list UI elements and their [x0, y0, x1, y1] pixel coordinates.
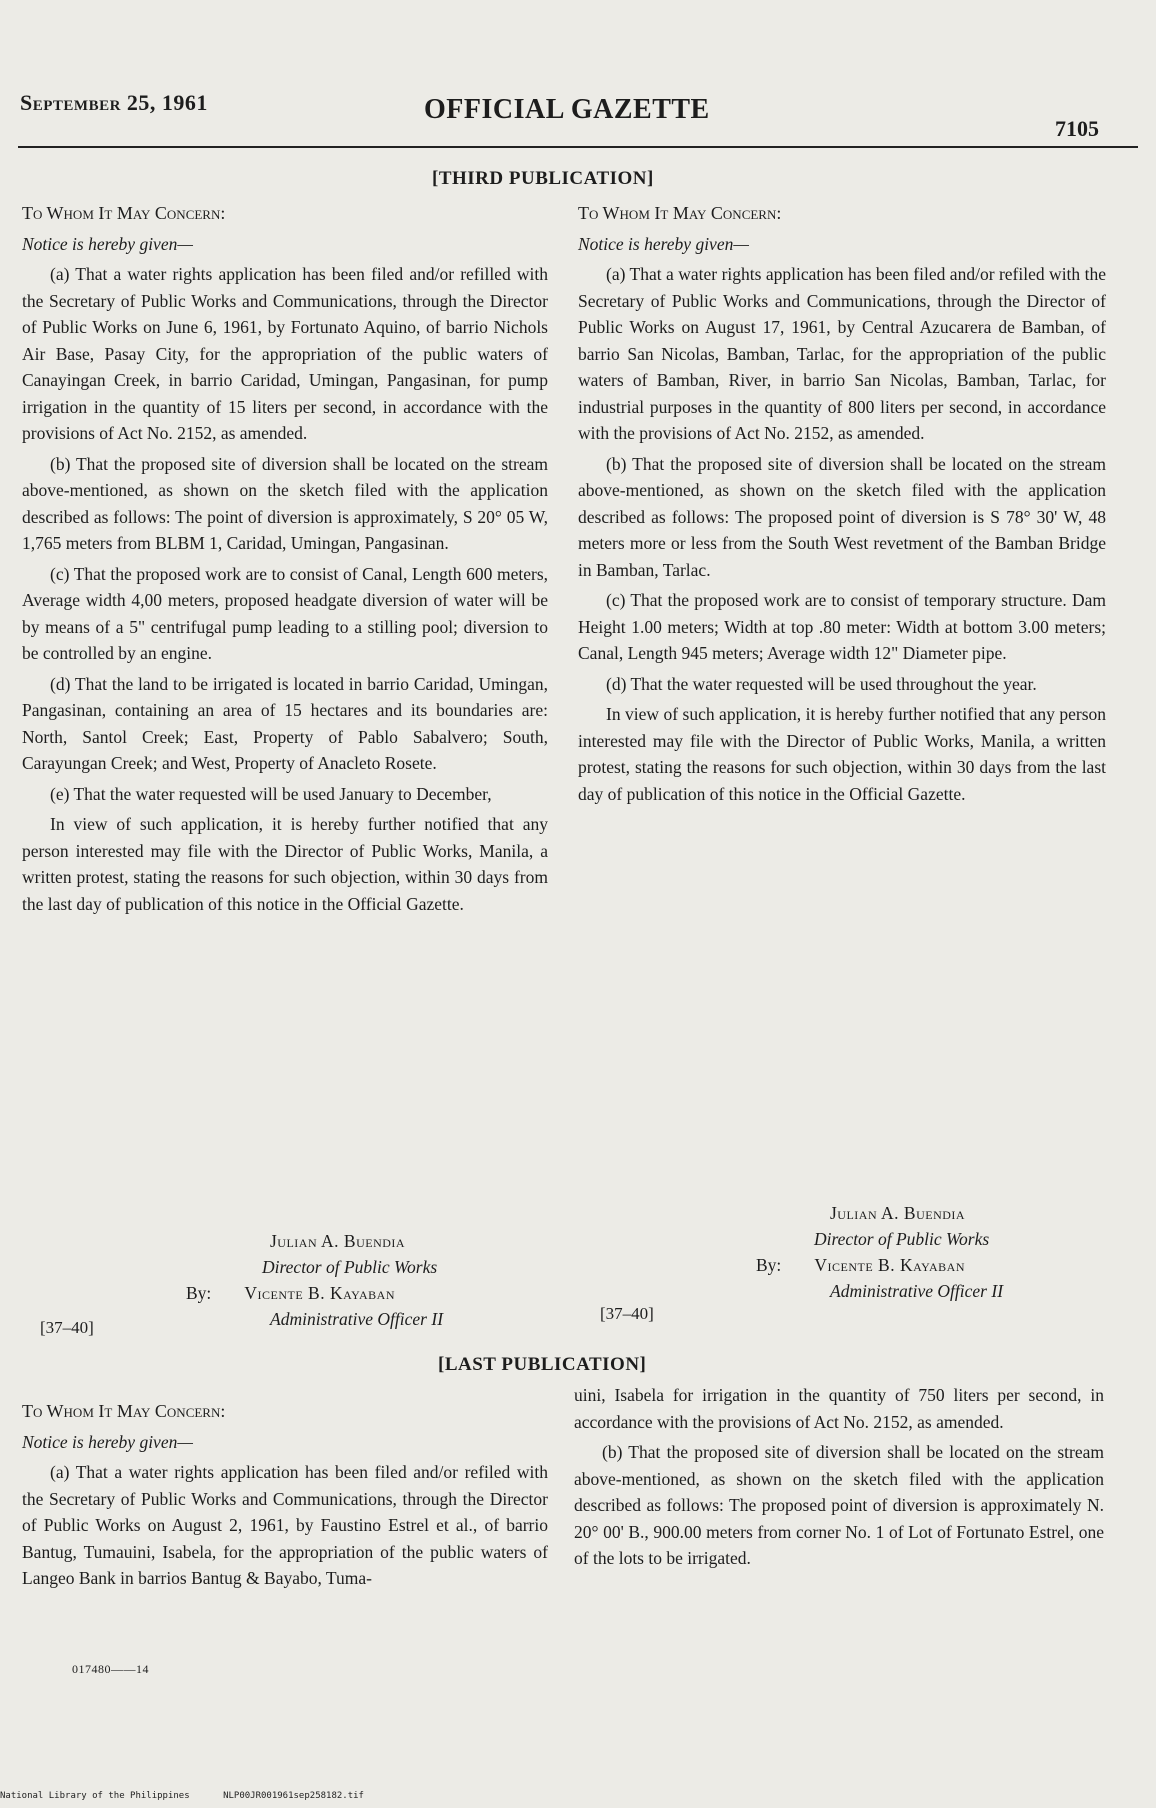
by-name: Vicente B. Kayaban: [814, 1255, 966, 1275]
notice-right-last: [574, 1382, 1104, 1576]
signer-title: Director of Public Works: [262, 1257, 438, 1277]
paragraph-c: (c) That the proposed work are to consist of Canal, Length 600 meters, Average width 4,00 meters, proposed headgate diversion of water will be by means of a 5" centrifugal pump leading to a stilling pool; diversion to be controlled by an engine.: [22, 563, 548, 663]
paragraph-e: (e) That the water requested will be used January to December,: [50, 783, 492, 804]
by-title: Administrative Officer II: [830, 1281, 1004, 1301]
notice-left-third: [22, 200, 548, 921]
signature-block-left: [186, 1228, 444, 1332]
issue-date: September 25, 1961: [20, 90, 208, 115]
library-credit: National Library of the Philippines: [0, 1791, 190, 1801]
paragraph-a: (a) That a water rights application has been filed and/or refilled with the Secretary of Public Works and Communications, through the Director of Public Works on June 6, 1961, by Fortunato Aquino, of barrio Nichols Air Base, Pasay City, for the appropriation of the public waters of Canayingan Creek, in barrio Caridad, Umingan, Pangasinan, for pump irrigation in the quantity of 15 liters per second, in accordance with the provisions of Act No. 2152, as amended.: [22, 264, 548, 443]
notice-intro: Notice is hereby given—: [578, 233, 749, 254]
paragraph-b: (b) That the proposed site of diversion shall be located on the stream above-mentioned, as shown on the sketch filed with the application described as follows: The proposed point of diversion is approximately N. 20° 00' B., 900.00 meters from corner No. 1 of Lot of Fortunato Estrel, one of the lots to be irrigated.: [574, 1442, 1104, 1568]
by-label: By:: [186, 1283, 212, 1303]
by-name: Vicente B. Kayaban: [244, 1283, 396, 1303]
last-publication-heading: [LAST PUBLICATION]: [438, 1354, 647, 1375]
header-rule: [18, 146, 1138, 148]
by-label: By:: [756, 1255, 782, 1275]
signer-name: Julian A. Buendia: [830, 1203, 966, 1223]
paragraph-c: (c) That the proposed work are to consist of temporary structure. Dam Height 1.00 meters; Width at top .80 meter: Width at bottom 3.00 meters; Canal, Length 945 meters; Average width 12" Diameter pipe.: [578, 590, 1106, 663]
scan-footer: [0, 1791, 392, 1801]
paragraph-protest: In view of such application, it is hereby further notified that any person interested may file with the Director of Public Works, Manila, a written protest, stating the reasons for such objection, within 30 days from the last day of publication of this notice in the Official Gazette.: [578, 704, 1106, 804]
concern-heading: To Whom It May Concern:: [22, 203, 226, 223]
publication-title: OFFICIAL GAZETTE: [424, 94, 710, 125]
paragraph-d: (d) That the water requested will be used throughout the year.: [606, 673, 1037, 694]
notice-intro: Notice is hereby given—: [22, 233, 193, 254]
concern-heading: To Whom It May Concern:: [22, 1401, 226, 1421]
notice-intro: Notice is hereby given—: [22, 1431, 193, 1452]
issue-reference: [37–40]: [600, 1304, 654, 1323]
concern-heading: To Whom It May Concern:: [578, 203, 782, 223]
by-title: Administrative Officer II: [270, 1309, 444, 1329]
issue-reference: [37–40]: [40, 1318, 94, 1337]
print-code: 017480——14: [72, 1662, 149, 1676]
paragraph-b: (b) That the proposed site of diversion shall be located on the stream above-mentioned, as shown on the sketch filed with the application described as follows: The proposed point of diversion is S 78° 30' W, 48 meters more or less from the South West revetment of the Bamban Bridge in Bamban, Tarlac.: [578, 453, 1106, 580]
paragraph-b: (b) That the proposed site of diversion shall be located on the stream above-mentioned, as shown on the sketch filed with the application described as follows: The point of diversion is approximately, S 20° 05 W, 1,765 meters from BLBM 1, Caridad, Umingan, Pangasinan.: [22, 453, 548, 553]
signer-title: Director of Public Works: [814, 1229, 990, 1249]
paragraph-continued: uini, Isabela for irrigation in the quantity of 750 liters per second, in accordance with the provisions of Act No. 2152, as amended.: [574, 1385, 1104, 1432]
signer-name: Julian A. Buendia: [270, 1231, 406, 1251]
scan-filename: NLP00JR001961sep258182.tif: [223, 1791, 364, 1801]
paragraph-a: (a) That a water rights application has been filed and/or refiled with the Secretary of Public Works and Communications, through the Director of Public Works on August 17, 1961, by Central Azucarera de Bamban, of barrio San Nicolas, Bamban, Tarlac, for the appropriation of the public waters of Bamban, River, in barrio San Nicolas, Bamban, Tarlac, for industrial purposes in the quantity of 800 liters per second, in accordance with the provisions of Act No. 2152, as amended.: [578, 264, 1106, 443]
paragraph-d: (d) That the land to be irrigated is located in barrio Caridad, Umingan, Pangasinan, containing an area of 15 hectares and its boundaries are: North, Santol Creek; East, Property of Pablo Sabalvero; South, Carayungan Creek; and West, Property of Anacleto Rosete.: [22, 673, 548, 773]
notice-right-third: [578, 200, 1106, 811]
notice-left-last: [22, 1398, 548, 1596]
signature-block-right: [756, 1200, 1004, 1304]
page-number: 7105: [1055, 116, 1099, 141]
paragraph-protest: In view of such application, it is hereby further notified that any person interested may file with the Director of Public Works, Manila, a written protest, stating the reasons for such objection, within 30 days from the last day of publication of this notice in the Official Gazette.: [22, 814, 548, 914]
third-publication-heading: [THIRD PUBLICATION]: [432, 168, 654, 189]
paragraph-a: (a) That a water rights application has been filed and/or refiled with the Secretary of Public Works and Communications, through the Director of Public Works on August 2, 1961, by Faustino Estrel et al., of barrio Bantug, Tumauini, Isabela, for the appropriation of the public waters of Langeo Bank in barrios Bantug & Bayabo, Tuma-: [22, 1462, 548, 1588]
